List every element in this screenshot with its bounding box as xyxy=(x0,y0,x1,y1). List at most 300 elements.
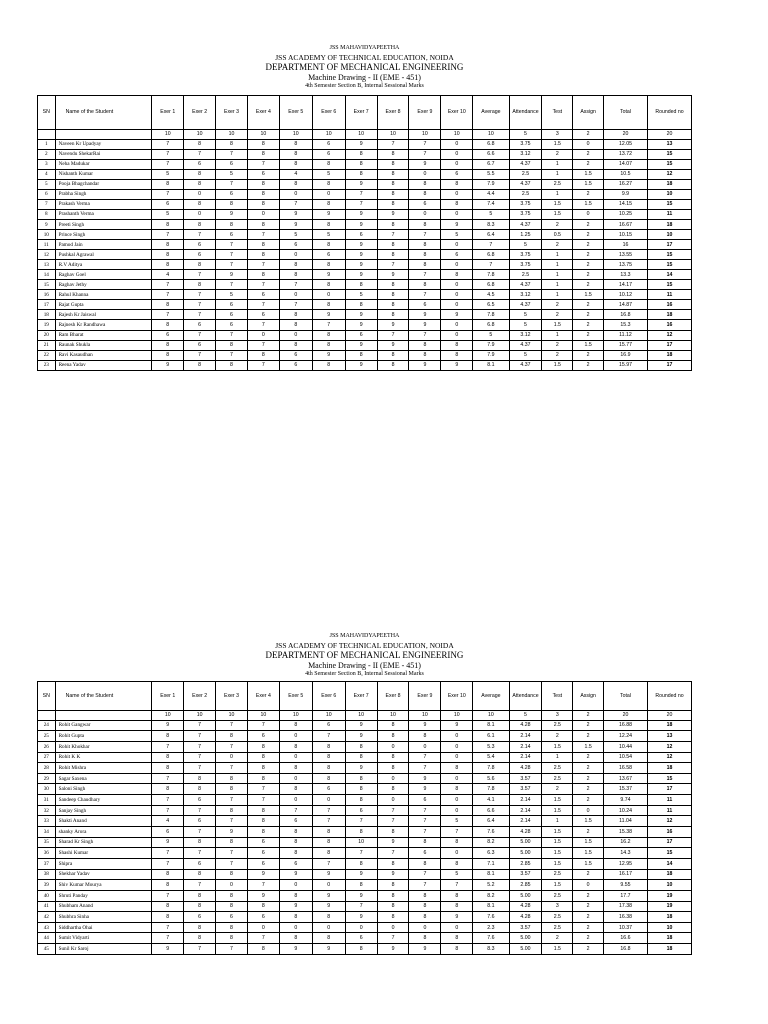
mark-cell: 8 xyxy=(377,169,409,179)
student-name: Prince Singh xyxy=(55,230,152,240)
mark-cell: 8 xyxy=(152,731,184,742)
mark-cell: 2 xyxy=(542,784,573,795)
mark-cell: 7 xyxy=(345,816,377,827)
max-marks-cell: 10 xyxy=(345,129,377,139)
mark-cell: 5 xyxy=(441,230,473,240)
mark-cell: 6 xyxy=(216,159,248,169)
mark-cell: 9 xyxy=(377,944,409,955)
mark-cell: 8 xyxy=(279,159,312,169)
table-row xyxy=(38,260,692,270)
table-row xyxy=(38,741,692,752)
mark-cell: 10.15 xyxy=(604,230,648,240)
column-header: Name of the Student xyxy=(55,95,152,129)
serial-number: 19 xyxy=(38,320,56,330)
rounded-total: 12 xyxy=(647,330,691,340)
mark-cell: 1.5 xyxy=(573,741,604,752)
mark-cell: 8 xyxy=(279,320,312,330)
mark-cell: 5.00 xyxy=(509,848,542,859)
mark-cell: 7 xyxy=(216,330,248,340)
mark-cell: 6 xyxy=(312,139,345,149)
mark-cell: 8 xyxy=(216,890,248,901)
mark-cell: 6 xyxy=(409,300,441,310)
mark-cell: 8 xyxy=(377,220,409,230)
serial-number: 9 xyxy=(38,220,56,230)
mark-cell: 0 xyxy=(312,189,345,199)
rounded-total: 13 xyxy=(647,731,691,742)
student-name: Neha Madukar xyxy=(55,159,152,169)
mark-cell: 9 xyxy=(345,209,377,219)
mark-cell: 7 xyxy=(409,763,441,774)
rounded-total: 18 xyxy=(647,179,691,189)
mark-cell: 7 xyxy=(152,858,184,869)
mark-cell: 8 xyxy=(184,220,216,230)
student-name: Rajesh Kr Jaiswal xyxy=(55,310,152,320)
mark-cell: 8 xyxy=(216,773,248,784)
column-header: Exer 1 xyxy=(152,681,184,710)
serial-number: 1 xyxy=(38,139,56,149)
mark-cell: 7 xyxy=(152,280,184,290)
mark-cell: 8 xyxy=(345,159,377,169)
mark-cell: 9 xyxy=(345,220,377,230)
mark-cell: 9 xyxy=(312,901,345,912)
mark-cell: 8 xyxy=(441,858,473,869)
mark-cell: 7 xyxy=(152,139,184,149)
mark-cell: 0 xyxy=(573,139,604,149)
mark-cell: 9 xyxy=(279,944,312,955)
serial-number: 31 xyxy=(38,795,56,806)
mark-cell: 8 xyxy=(312,179,345,189)
column-header: Average xyxy=(473,681,509,710)
student-name: Nishanth Kumar xyxy=(55,169,152,179)
mark-cell: 7 xyxy=(247,795,279,806)
column-header: Assign xyxy=(573,681,604,710)
mark-cell: 7 xyxy=(247,230,279,240)
mark-cell: 8 xyxy=(184,933,216,944)
mark-cell: 7.8 xyxy=(473,310,509,320)
mark-cell: 8 xyxy=(216,869,248,880)
mark-cell: 9 xyxy=(441,310,473,320)
student-name: Raunak Shukla xyxy=(55,340,152,350)
mark-cell: 2 xyxy=(573,944,604,955)
mark-cell: 7 xyxy=(184,752,216,763)
mark-cell: 6.5 xyxy=(473,300,509,310)
mark-cell: 7 xyxy=(216,795,248,806)
mark-cell: 9 xyxy=(312,350,345,360)
rounded-total: 10 xyxy=(647,922,691,933)
mark-cell: 0 xyxy=(377,922,409,933)
student-name: Navendu ShekarRai xyxy=(55,149,152,159)
mark-cell: 6 xyxy=(345,330,377,340)
mark-cell: 1.5 xyxy=(542,209,573,219)
mark-cell: 7.8 xyxy=(473,784,509,795)
mark-cell: 7 xyxy=(409,230,441,240)
max-marks-cell xyxy=(38,710,56,720)
institution-line: JSS MAHAVIDYAPEETHA xyxy=(329,45,400,51)
mark-cell: 0 xyxy=(279,290,312,300)
mark-cell: 12.95 xyxy=(604,858,648,869)
rounded-total: 15 xyxy=(647,199,691,209)
student-name: Raghav Goel xyxy=(55,270,152,280)
mark-cell: 9 xyxy=(409,944,441,955)
mark-cell: 9 xyxy=(152,360,184,370)
student-name: Pamod Jain xyxy=(55,240,152,250)
mark-cell: 2.5 xyxy=(542,912,573,923)
mark-cell: 4.37 xyxy=(509,159,542,169)
mark-cell: 8 xyxy=(441,901,473,912)
mark-cell: 2 xyxy=(573,230,604,240)
mark-cell: 4.37 xyxy=(509,220,542,230)
column-header: Exer 3 xyxy=(216,95,248,129)
rounded-total: 12 xyxy=(647,816,691,827)
serial-number: 26 xyxy=(38,741,56,752)
mark-cell: 9 xyxy=(441,360,473,370)
mark-cell: 8 xyxy=(247,901,279,912)
mark-cell: 2 xyxy=(573,330,604,340)
mark-cell: 7 xyxy=(216,250,248,260)
mark-cell: 9.55 xyxy=(604,880,648,891)
mark-cell: 6 xyxy=(279,858,312,869)
mark-cell: 7 xyxy=(216,179,248,189)
mark-cell: 7 xyxy=(247,880,279,891)
rounded-total: 15 xyxy=(647,280,691,290)
mark-cell: 8 xyxy=(279,912,312,923)
mark-cell: 7.8 xyxy=(473,763,509,774)
max-marks-cell: 10 xyxy=(441,710,473,720)
table-row xyxy=(38,169,692,179)
mark-cell: 2.85 xyxy=(509,880,542,891)
column-header: SN xyxy=(38,95,56,129)
mark-cell: 8 xyxy=(152,784,184,795)
mark-cell: 8 xyxy=(216,139,248,149)
mark-cell: 7 xyxy=(279,805,312,816)
rounded-total: 12 xyxy=(647,169,691,179)
mark-cell: 4.4 xyxy=(473,189,509,199)
table-row xyxy=(38,720,692,731)
mark-cell: 1.5 xyxy=(542,360,573,370)
mark-cell: 7 xyxy=(409,827,441,838)
mark-cell: 9 xyxy=(279,869,312,880)
mark-cell: 8 xyxy=(279,720,312,731)
mark-cell: 1.5 xyxy=(573,199,604,209)
mark-cell: 7 xyxy=(409,805,441,816)
rounded-total: 14 xyxy=(647,858,691,869)
mark-cell: 2.14 xyxy=(509,741,542,752)
table-row xyxy=(38,795,692,806)
max-marks-cell: 10 xyxy=(409,710,441,720)
mark-cell: 8 xyxy=(247,179,279,189)
mark-cell: 16.9 xyxy=(604,350,648,360)
mark-cell: 7.8 xyxy=(473,270,509,280)
mark-cell: 8 xyxy=(409,858,441,869)
mark-cell: 5.3 xyxy=(473,741,509,752)
mark-cell: 7 xyxy=(184,944,216,955)
student-name: Shruti Panday xyxy=(55,890,152,901)
rounded-total: 17 xyxy=(647,340,691,350)
mark-cell: 13.55 xyxy=(604,250,648,260)
mark-cell: 0.5 xyxy=(542,230,573,240)
mark-cell: 10.37 xyxy=(604,922,648,933)
mark-cell: 9 xyxy=(345,320,377,330)
mark-cell: 9 xyxy=(345,912,377,923)
mark-cell: 2 xyxy=(573,250,604,260)
mark-cell: 9 xyxy=(409,320,441,330)
mark-cell: 7.6 xyxy=(473,827,509,838)
mark-cell: 8 xyxy=(409,340,441,350)
mark-cell: 7 xyxy=(184,848,216,859)
serial-number: 21 xyxy=(38,340,56,350)
mark-cell: 8 xyxy=(279,741,312,752)
mark-cell: 9 xyxy=(312,890,345,901)
mark-cell: 0 xyxy=(312,795,345,806)
mark-cell: 0 xyxy=(345,922,377,933)
mark-cell: 8 xyxy=(409,731,441,742)
table-row xyxy=(38,890,692,901)
student-name: Prashanth Verma xyxy=(55,209,152,219)
mark-cell: 6.3 xyxy=(473,848,509,859)
mark-cell: 14.15 xyxy=(604,199,648,209)
mark-cell: 9 xyxy=(345,179,377,189)
student-name: Rohit Khokhar xyxy=(55,741,152,752)
mark-cell: 6 xyxy=(216,189,248,199)
student-name: Shekhar Yadav xyxy=(55,869,152,880)
mark-cell: 16.67 xyxy=(604,220,648,230)
mark-cell: 7 xyxy=(152,159,184,169)
mark-cell: 7 xyxy=(312,858,345,869)
mark-cell: 6 xyxy=(312,250,345,260)
table-row xyxy=(38,300,692,310)
mark-cell: 5 xyxy=(312,169,345,179)
mark-cell: 7 xyxy=(184,270,216,280)
student-name: Prabha Singh xyxy=(55,189,152,199)
mark-cell: 16.6 xyxy=(604,933,648,944)
mark-cell: 7 xyxy=(184,805,216,816)
mark-cell: 8 xyxy=(441,350,473,360)
table-row xyxy=(38,330,692,340)
mark-cell: 8 xyxy=(279,848,312,859)
mark-cell: 8 xyxy=(345,741,377,752)
mark-cell: 7.9 xyxy=(473,340,509,350)
mark-cell: 15.38 xyxy=(604,827,648,838)
mark-cell: 0 xyxy=(279,731,312,742)
mark-cell: 8 xyxy=(184,773,216,784)
column-header: Exer 2 xyxy=(184,95,216,129)
mark-cell: 8 xyxy=(377,784,409,795)
student-name: Shipra xyxy=(55,858,152,869)
mark-cell: 7 xyxy=(409,869,441,880)
mark-cell: 8 xyxy=(216,922,248,933)
student-name: Siddhartha Ohai xyxy=(55,922,152,933)
mark-cell: 7 xyxy=(409,139,441,149)
mark-cell: 6 xyxy=(279,816,312,827)
student-name: Shiv Kumar Mourya xyxy=(55,880,152,891)
mark-cell: 1.5 xyxy=(542,837,573,848)
table-row xyxy=(38,270,692,280)
mark-cell: 8 xyxy=(152,340,184,350)
mark-cell: 2.5 xyxy=(542,773,573,784)
mark-cell: 9 xyxy=(345,139,377,149)
mark-cell: 2 xyxy=(573,159,604,169)
mark-cell: 8 xyxy=(279,179,312,189)
max-marks-cell: 10 xyxy=(247,129,279,139)
mark-cell: 9 xyxy=(247,890,279,901)
mark-cell: 8 xyxy=(279,260,312,270)
mark-cell: 7 xyxy=(152,805,184,816)
column-header: Total xyxy=(604,95,648,129)
mark-cell: 8 xyxy=(152,240,184,250)
mark-cell: 6 xyxy=(441,250,473,260)
mark-cell: 8 xyxy=(441,763,473,774)
mark-cell: 8 xyxy=(184,199,216,209)
mark-cell: 9 xyxy=(441,720,473,731)
mark-cell: 2 xyxy=(573,827,604,838)
mark-cell: 0 xyxy=(441,159,473,169)
mark-cell: 0 xyxy=(279,880,312,891)
mark-cell: 6 xyxy=(216,300,248,310)
mark-cell: 8 xyxy=(279,837,312,848)
mark-cell: 6 xyxy=(247,310,279,320)
mark-cell: 7 xyxy=(152,922,184,933)
mark-cell: 8.2 xyxy=(473,890,509,901)
mark-cell: 0 xyxy=(441,795,473,806)
academy-line: JSS ACADEMY OF TECHNICAL EDUCATION, NOIDA xyxy=(275,640,454,650)
mark-cell: 2 xyxy=(573,912,604,923)
table-row xyxy=(38,209,692,219)
mark-cell: 8 xyxy=(377,310,409,320)
mark-cell: 8 xyxy=(377,280,409,290)
mark-cell: 6 xyxy=(312,784,345,795)
serial-number: 17 xyxy=(38,300,56,310)
mark-cell: 4.28 xyxy=(509,901,542,912)
mark-cell: 8.3 xyxy=(473,944,509,955)
max-marks-cell: 20 xyxy=(604,710,648,720)
mark-cell: 8 xyxy=(312,837,345,848)
mark-cell: 6 xyxy=(279,350,312,360)
mark-cell: 6.4 xyxy=(473,816,509,827)
column-header: Exer 8 xyxy=(377,681,409,710)
mark-cell: 2.5 xyxy=(509,270,542,280)
mark-cell: 2.3 xyxy=(473,922,509,933)
mark-cell: 9.9 xyxy=(604,189,648,199)
mark-cell: 7 xyxy=(247,360,279,370)
mark-cell: 0 xyxy=(441,752,473,763)
mark-cell: 8 xyxy=(441,270,473,280)
table-row xyxy=(38,816,692,827)
mark-cell: 2.85 xyxy=(509,858,542,869)
mark-cell: 8.1 xyxy=(473,901,509,912)
mark-cell: 0 xyxy=(409,169,441,179)
mark-cell: 7 xyxy=(216,280,248,290)
mark-cell: 8 xyxy=(279,149,312,159)
mark-cell: 1.5 xyxy=(542,139,573,149)
mark-cell: 0 xyxy=(409,741,441,752)
mark-cell: 10.12 xyxy=(604,290,648,300)
mark-cell: 7 xyxy=(377,805,409,816)
mark-cell: 0 xyxy=(279,752,312,763)
table-row xyxy=(38,763,692,774)
mark-cell: 8 xyxy=(279,890,312,901)
mark-cell: 9 xyxy=(216,209,248,219)
mark-cell: 2 xyxy=(542,340,573,350)
student-name: Sanjay Singh xyxy=(55,805,152,816)
mark-cell: 0 xyxy=(247,209,279,219)
mark-cell: 5 xyxy=(509,310,542,320)
mark-cell: 7.9 xyxy=(473,179,509,189)
mark-cell: 7 xyxy=(247,260,279,270)
max-marks-cell: 10 xyxy=(216,129,248,139)
max-marks-cell: 10 xyxy=(184,710,216,720)
rounded-total: 11 xyxy=(647,795,691,806)
rounded-total: 19 xyxy=(647,901,691,912)
mark-cell: 6.7 xyxy=(473,159,509,169)
mark-cell: 9 xyxy=(345,340,377,350)
mark-cell: 8 xyxy=(247,763,279,774)
mark-cell: 10.24 xyxy=(604,805,648,816)
mark-cell: 1 xyxy=(542,816,573,827)
mark-cell: 2 xyxy=(573,901,604,912)
mark-cell: 8 xyxy=(441,179,473,189)
mark-cell: 0 xyxy=(441,290,473,300)
mark-cell: 5.00 xyxy=(509,944,542,955)
column-header: Exer 9 xyxy=(409,95,441,129)
serial-number: 8 xyxy=(38,209,56,219)
mark-cell: 9 xyxy=(247,869,279,880)
mark-cell: 7 xyxy=(409,330,441,340)
mark-cell: 16.27 xyxy=(604,179,648,189)
mark-cell: 7 xyxy=(184,763,216,774)
mark-cell: 7 xyxy=(345,199,377,209)
max-marks-cell xyxy=(38,129,56,139)
mark-cell: 6.8 xyxy=(473,320,509,330)
mark-cell: 0 xyxy=(377,741,409,752)
mark-cell: 3.12 xyxy=(509,290,542,300)
mark-cell: 5 xyxy=(441,816,473,827)
mark-cell: 7 xyxy=(216,240,248,250)
mark-cell: 8 xyxy=(409,901,441,912)
mark-cell: 8 xyxy=(279,827,312,838)
mark-cell: 8 xyxy=(312,752,345,763)
mark-cell: 8 xyxy=(216,837,248,848)
mark-cell: 3.75 xyxy=(509,139,542,149)
table-row xyxy=(38,340,692,350)
mark-cell: 5.4 xyxy=(473,752,509,763)
mark-cell: 7 xyxy=(345,189,377,199)
mark-cell: 7 xyxy=(409,270,441,280)
mark-cell: 3.57 xyxy=(509,773,542,784)
mark-cell: 9 xyxy=(345,240,377,250)
serial-number: 12 xyxy=(38,250,56,260)
mark-cell: 9 xyxy=(152,720,184,731)
mark-cell: 15.77 xyxy=(604,340,648,350)
marks-table-2 xyxy=(37,681,692,955)
mark-cell: 8 xyxy=(184,179,216,189)
mark-cell: 8 xyxy=(312,159,345,169)
mark-cell: 8 xyxy=(409,220,441,230)
mark-cell: 5 xyxy=(216,169,248,179)
mark-cell: 0 xyxy=(216,752,248,763)
table-row xyxy=(38,240,692,250)
mark-cell: 9 xyxy=(409,720,441,731)
mark-cell: 2 xyxy=(573,350,604,360)
rounded-total: 18 xyxy=(647,220,691,230)
mark-cell: 8 xyxy=(441,340,473,350)
student-name: Shashi Kumar xyxy=(55,848,152,859)
mark-cell: 8 xyxy=(247,816,279,827)
mark-cell: 0 xyxy=(279,189,312,199)
mark-cell: 7 xyxy=(152,310,184,320)
marks-table-1 xyxy=(37,95,692,371)
table-row xyxy=(38,290,692,300)
mark-cell: 0 xyxy=(441,280,473,290)
